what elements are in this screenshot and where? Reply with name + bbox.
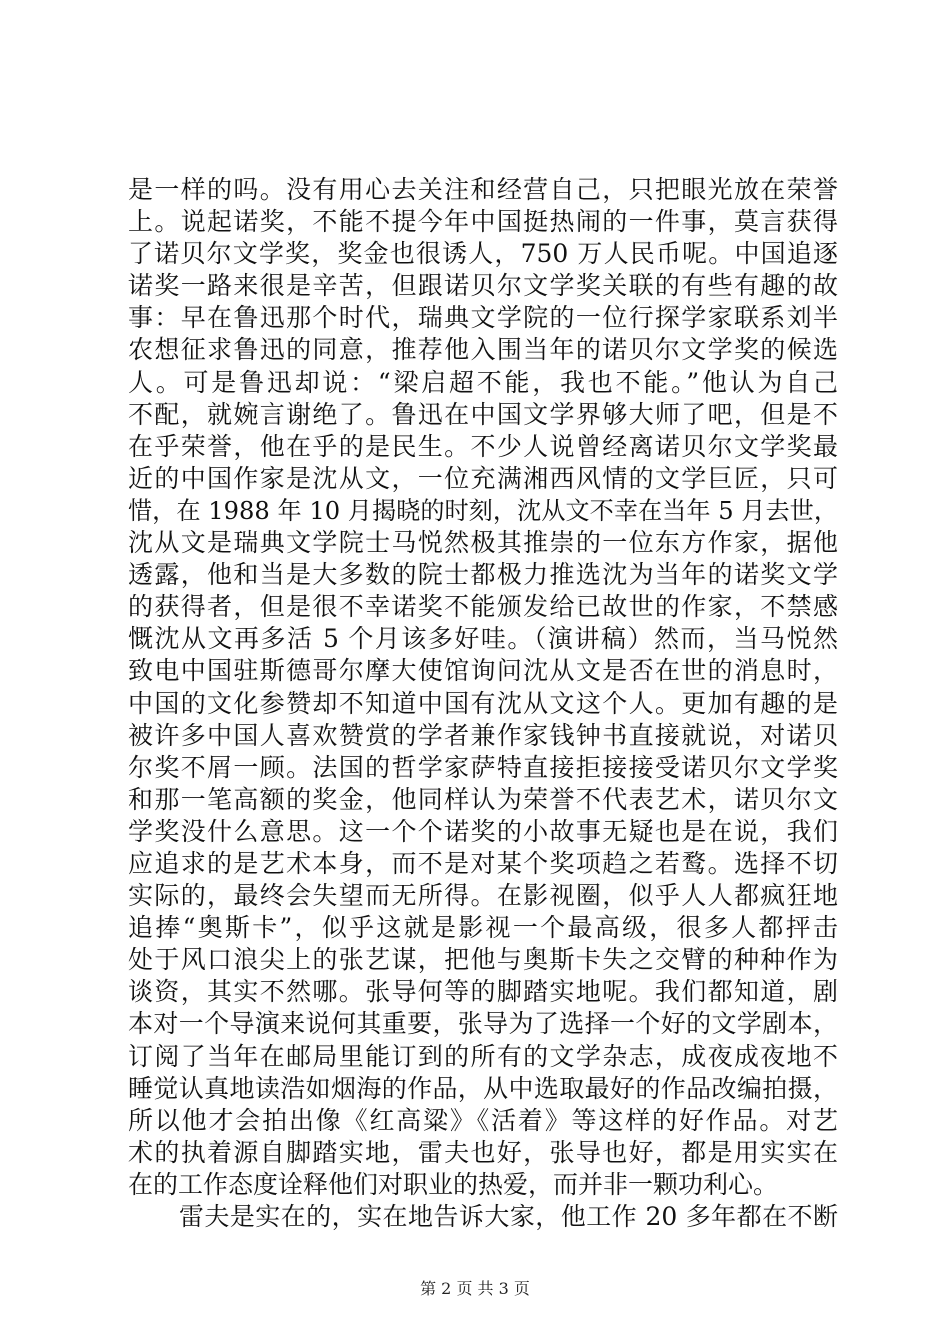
text-line: 处于风口浪尖上的张艺谋，把他与奥斯卡失之交臂的种种作为	[128, 945, 838, 975]
text-line: 在的工作态度诠释他们对职业的热爱，而并非一颗功利心。	[128, 1169, 779, 1199]
text-line: 了诺贝尔文学奖，奖金也很诱人，750 万人民币呢。中国追逐	[128, 239, 838, 269]
text-line: 在乎荣誉，他在乎的是民生。不少人说曾经离诺贝尔文学奖最	[128, 431, 838, 461]
page-footer	[0, 1276, 950, 1299]
text-line: 沈从文是瑞典文学院士马悦然极其推崇的一位东方作家，据他	[128, 528, 838, 558]
text-line: 慨沈从文再多活 5 个月该多好哇。（演讲稿）然而，当马悦然	[128, 624, 838, 654]
text-line: 的获得者，但是很不幸诺奖不能颁发给已故世的作家，不禁感	[128, 592, 838, 622]
text-line: 近的中国作家是沈从文，一位充满湘西风情的文学巨匠，只可	[128, 463, 838, 493]
text-line: 雷夫是实在的，实在地告诉大家，他工作 20 多年都在不断	[128, 1202, 838, 1231]
text-line: 学奖没什么意思。这一个个诺奖的小故事无疑也是在说，我们	[128, 816, 838, 846]
text-line: 被许多中国人喜欢赞赏的学者兼作家钱钟书直接就说，对诺贝	[128, 720, 838, 750]
text-line: 上。说起诺奖，不能不提今年中国挺热闹的一件事，莫言获得	[128, 207, 838, 237]
text-line: 订阅了当年在邮局里能订到的所有的文学杂志，成夜成夜地不	[128, 1041, 838, 1071]
text-line: 农想征求鲁迅的同意，推荐他入围当年的诺贝尔文学奖的候选	[128, 335, 838, 365]
text-line: 尔奖不屑一顾。法国的哲学家萨特直接拒接接受诺贝尔文学奖	[128, 752, 838, 782]
text-line: 实际的，最终会失望而无所得。在影视圈，似乎人人都疯狂地	[128, 881, 838, 911]
text-line: 人。可是鲁迅却说：“梁启超不能，我也不能。”他认为自己	[128, 367, 838, 397]
text-line: 所以他才会拍出像《红高粱》《活着》等这样的好作品。对艺	[128, 1105, 838, 1135]
text-line: 是一样的吗。没有用心去关注和经营自己，只把眼光放在荣誉	[128, 175, 838, 204]
text-line: 追捧“奥斯卡”，似乎这就是影视一个最高级，很多人都抨击	[128, 913, 838, 943]
text-line: 中国的文化参赞却不知道中国有沈从文这个人。更加有趣的是	[128, 688, 838, 718]
page-number: 第 2 页 共 3 页	[420, 1279, 530, 1298]
body-text	[128, 174, 838, 1233]
text-line: 应追求的是艺术本身，而不是对某个奖项趋之若鹜。选择不切	[128, 848, 838, 878]
text-line: 不配，就婉言谢绝了。鲁迅在中国文学界够大师了吧，但是不	[128, 399, 838, 429]
text-line: 谈资，其实不然哪。张导何等的脚踏实地呢。我们都知道，剧	[128, 977, 838, 1007]
text-line: 事：早在鲁迅那个时代，瑞典文学院的一位行探学家联系刘半	[128, 303, 838, 333]
text-line: 透露，他和当是大多数的院士都极力推选沈为当年的诺奖文学	[128, 560, 838, 590]
text-line: 和那一笔高额的奖金，他同样认为荣誉不代表艺术，诺贝尔文	[128, 784, 838, 814]
text-line: 本对一个导演来说何其重要，张导为了选择一个好的文学剧本，	[128, 1009, 838, 1039]
text-line: 诺奖一路来很是辛苦，但跟诺贝尔文学奖关联的有些有趣的故	[128, 271, 838, 301]
text-line: 睡觉认真地读浩如烟海的作品，从中选取最好的作品改编拍摄，	[128, 1073, 838, 1103]
text-line: 惜，在 1988 年 10 月揭晓的时刻，沈从文不幸在当年 5 月去世，	[128, 496, 838, 525]
text-line: 术的执着源自脚踏实地，雷夫也好，张导也好，都是用实实在	[128, 1137, 838, 1167]
text-line: 致电中国驻斯德哥尔摩大使馆询问沈从文是否在世的消息时，	[128, 656, 838, 686]
